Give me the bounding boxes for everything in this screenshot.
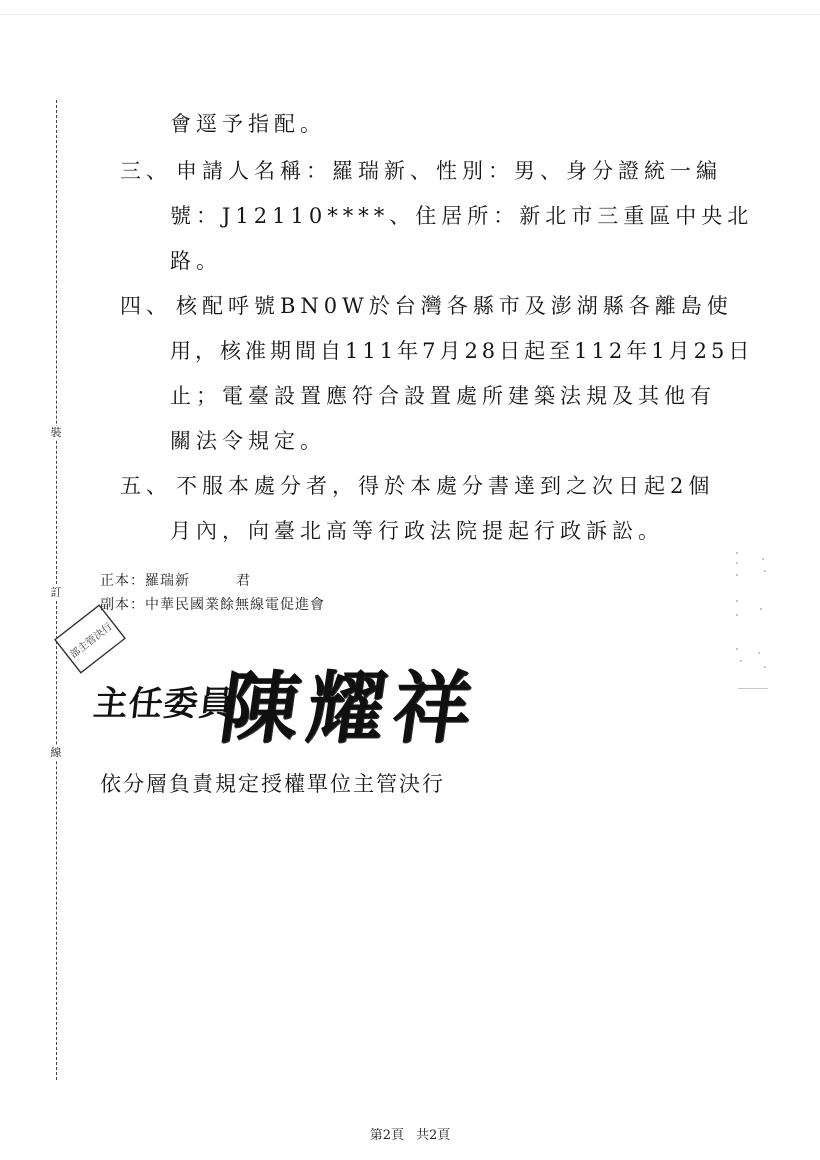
binding-mark-zhuang: 裝 <box>48 426 64 440</box>
item-4-number: 四、 <box>120 294 172 318</box>
item-3-line: 號：J12110****、住居所：新北市三重區中央北 <box>170 204 754 228</box>
recipient-copy <box>100 594 325 614</box>
item-3-line: 路。 <box>170 249 222 273</box>
item-3-line: 申請人名稱：羅瑞新、性別：男、身分證統一編 <box>176 159 722 183</box>
recipient-copy-name: 中華民國業餘無線電促進會 <box>145 597 325 613</box>
scan-artifact <box>734 548 774 698</box>
item-5-line: 月內，向臺北高等行政法院提起行政訴訟。 <box>170 519 664 543</box>
item-4-line: 核配呼號BN0W於台灣各縣市及澎湖縣各離島使 <box>176 294 733 318</box>
page-footer <box>0 1124 820 1143</box>
item-3-number: 三、 <box>120 159 172 183</box>
item-4-line: 用，核准期間自111年7月28日起至112年1月25日 <box>170 339 754 363</box>
binding-mark-xian: 線 <box>48 746 64 760</box>
recipient-original-label: 正本： <box>100 573 145 589</box>
signer-name-seal: 陳耀祥 <box>214 664 486 754</box>
scan-top-edge <box>0 14 820 15</box>
recipient-original-name: 羅瑞新 <box>145 573 190 589</box>
item-4-line: 止；電臺設置應符合設置處所建築法規及其他有 <box>170 384 716 408</box>
page-current: 第2頁 <box>369 1128 404 1143</box>
page-total: 共2頁 <box>416 1128 451 1143</box>
stamp-text: 部主管決行 <box>68 621 115 661</box>
recipient-original-suffix: 君 <box>236 573 251 589</box>
signer-title: 主任委員 <box>91 684 236 724</box>
recipient-original <box>100 570 251 590</box>
continuation-line: 會逕予指配。 <box>170 112 326 136</box>
recipient-copy-label: 副本： <box>100 597 145 613</box>
item-5-number: 五、 <box>120 474 172 498</box>
item-5-line: 不服本處分者，得於本處分書達到之次日起2個 <box>176 474 715 498</box>
item-4-line: 關法令規定。 <box>170 429 326 453</box>
delegation-note: 依分層負責規定授權單位主管決行 <box>100 772 445 796</box>
binding-mark-ding: 訂 <box>48 586 64 600</box>
